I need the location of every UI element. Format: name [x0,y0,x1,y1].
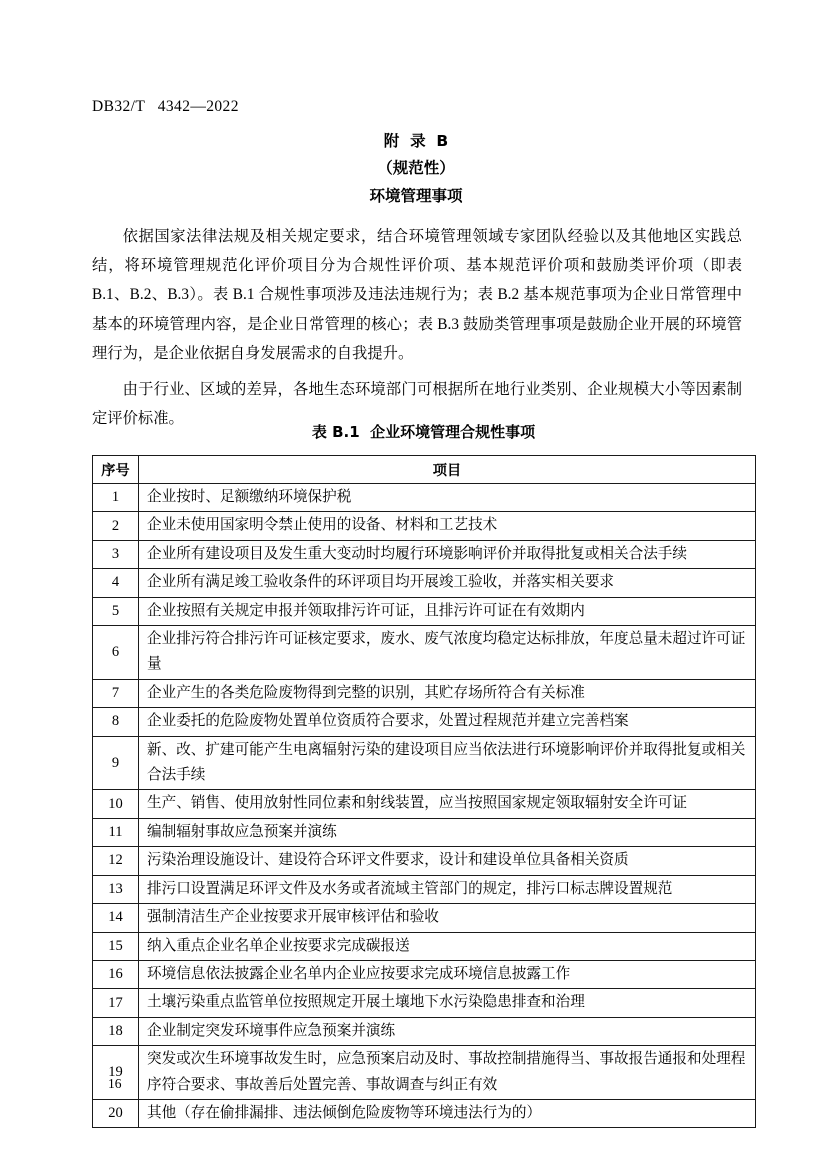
table-row [93,847,756,875]
row-item-cell: 新、改、扩建可能产生电离辐射污染的建设项目应当依法进行环境影响评价并取得批复或相关合法手续 [139,736,756,790]
row-number-cell: 11 [93,818,139,846]
column-header-item: 项目 [139,456,756,484]
row-item-cell: 企业按时、足额缴纳环境保护税 [139,484,756,512]
table-row [93,818,756,846]
table-row [93,512,756,540]
row-number-cell: 18 [93,1017,139,1045]
body-paragraph: 依据国家法律法规及相关规定要求，结合环境管理领域专家团队经验以及其他地区实践总结，将环境管理规范化评价项目分为合规性评价项、基本规范评价项和鼓励类评价项（即表 B.1、B.2、B.3）。表 B.1 合规性事项涉及违法违规行为；表 B.2 基本规范事项为企业日常管理中基本的环境管理内容，是企业日常管理的核心；表 B.3 鼓励类管理事项是鼓励企业开展的环境管理行为，是企业依据自身发展需求的自我提升。 [92,228,742,362]
table-row [93,960,756,988]
table-row [93,708,756,736]
row-item-cell: 企业所有建设项目及发生重大变动时均履行环境影响评价并取得批复或相关合法手续 [139,540,756,568]
row-item-cell: 企业委托的危险废物处置单位资质符合要求，处置过程规范并建立完善档案 [139,708,756,736]
row-item-cell: 编制辐射事故应急预案并演练 [139,818,756,846]
table-row [93,989,756,1017]
column-header-no: 序号 [93,456,139,484]
row-number-cell: 4 [93,569,139,597]
row-number-cell: 3 [93,540,139,568]
compliance-items-table-holder [92,455,755,1128]
table-row [93,932,756,960]
page-number: 16 [108,1076,122,1091]
table-row [93,790,756,818]
row-number-cell: 6 [93,626,139,680]
row-number-cell: 17 [93,989,139,1017]
table-row [93,1017,756,1045]
table-row [93,904,756,932]
row-item-cell: 生产、销售、使用放射性同位素和射线装置，应当按照国家规定领取辐射安全许可证 [139,790,756,818]
row-number-cell: 7 [93,679,139,707]
row-item-cell: 环境信息依法披露企业名单内企业应按要求完成环境信息披露工作 [139,960,756,988]
row-item-cell: 企业未使用国家明令禁止使用的设备、材料和工艺技术 [139,512,756,540]
row-number-cell: 14 [93,904,139,932]
standard-number-header: DB32/T 4342—2022 [92,98,239,115]
row-number-cell: 1 [93,484,139,512]
row-item-cell: 强制清洁生产企业按要求开展审核评估和验收 [139,904,756,932]
annex-title: 环境管理事项 [369,187,463,205]
table-row [93,540,756,568]
table-body [93,484,756,1128]
table-row [93,597,756,625]
row-number-cell: 20 [93,1099,139,1127]
table-header-row [93,456,756,484]
annex-heading-block [92,128,740,210]
row-item-cell: 企业产生的各类危险废物得到完整的识别，其贮存场所符合有关标准 [139,679,756,707]
table-row [93,679,756,707]
compliance-items-table [92,455,756,1128]
row-item-cell: 企业排污符合排污许可证核定要求，废水、废气浓度均稳定达标排放，年度总量未超过许可证量 [139,626,756,680]
row-number-cell: 5 [93,597,139,625]
row-item-cell: 企业制定突发环境事件应急预案并演练 [139,1017,756,1045]
row-item-cell: 企业所有满足竣工验收条件的环评项目均开展竣工验收，并落实相关要求 [139,569,756,597]
row-number-cell: 2 [93,512,139,540]
row-item-cell: 企业按照有关规定申报并领取排污许可证，且排污许可证在有效期内 [139,597,756,625]
table-head [93,456,756,484]
row-item-cell: 排污口设置满足环评文件及水务或者流域主管部门的规定，排污口标志牌设置规范 [139,875,756,903]
table-row [93,875,756,903]
row-number-cell: 9 [93,736,139,790]
row-number-cell: 13 [93,875,139,903]
row-number-cell: 8 [93,708,139,736]
row-number-cell: 16 [93,960,139,988]
row-item-cell: 突发或次生环境事故发生时，应急预案启动及时、事故控制措施得当、事故报告通报和处理程序符合要求、事故善后处置完善、事故调查与纠正有效 [139,1046,756,1100]
row-item-cell: 纳入重点企业名单企业按要求完成碳报送 [139,932,756,960]
body-paragraph: 由于行业、区域的差异，各地生态环境部门可根据所在地行业类别、企业规模大小等因素制定评价标准。 [92,381,742,428]
row-item-cell: 污染治理设施设计、建设符合环评文件要求，设计和建设单位具备相关资质 [139,847,756,875]
table-row [93,484,756,512]
row-item-cell: 其他（存在偷排漏排、违法倾倒危险废物等环境违法行为的） [139,1099,756,1127]
body-text [92,222,742,435]
table-caption: 表 B.1 企业环境管理合规性事项 [311,423,536,441]
table-row [93,1099,756,1127]
table-row [93,626,756,680]
row-item-cell: 土壤污染重点监管单位按照规定开展土壤地下水污染隐患排查和治理 [139,989,756,1017]
table-row [93,1046,756,1100]
row-number-cell: 19 [93,1046,139,1100]
table-row [93,736,756,790]
table-row [93,569,756,597]
row-number-cell: 12 [93,847,139,875]
annex-label: 附 录 B [383,132,449,150]
row-number-cell: 10 [93,790,139,818]
annex-normative-marker: （规范性） [377,159,455,177]
row-number-cell: 15 [93,932,139,960]
